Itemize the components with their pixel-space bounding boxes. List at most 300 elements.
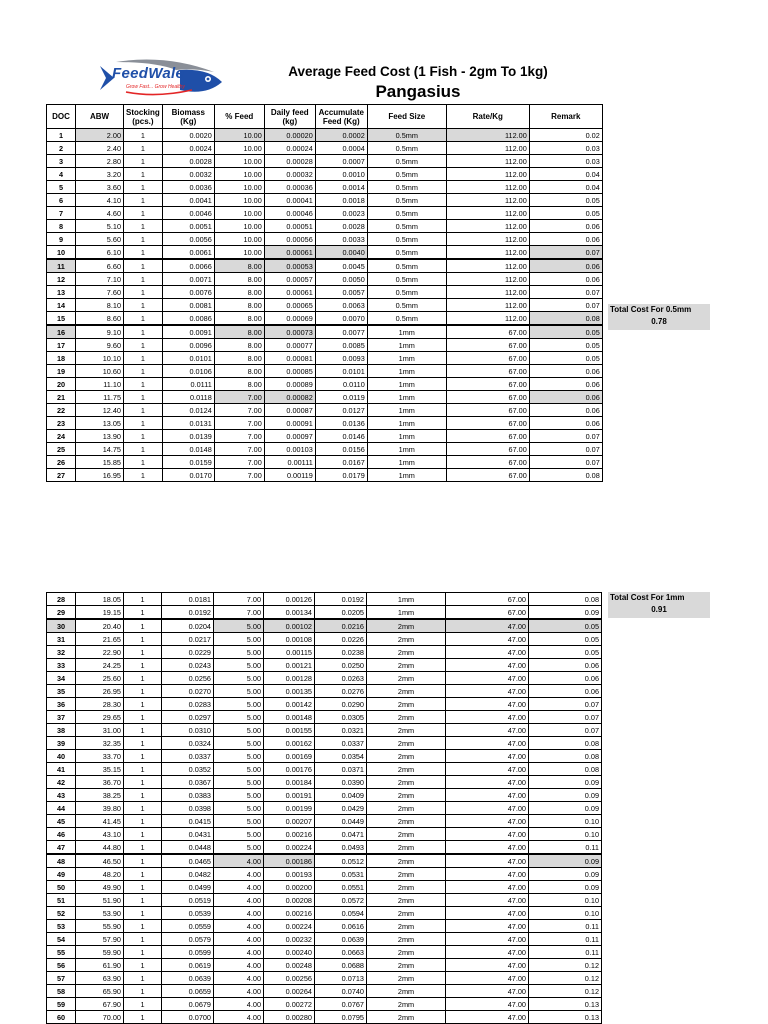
cell-abw: 7.60 bbox=[76, 286, 124, 299]
cell-feed-pct: 7.00 bbox=[214, 606, 264, 620]
page-subtitle: Pangasius bbox=[375, 82, 461, 101]
cell-stocking: 1 bbox=[124, 815, 162, 828]
cell-biomass: 0.0046 bbox=[162, 207, 214, 220]
cell-accumulate-feed: 0.0050 bbox=[315, 273, 367, 286]
table-row bbox=[47, 299, 603, 312]
cell-daily-feed: 0.00191 bbox=[264, 789, 315, 802]
cell-remark: 0.11 bbox=[529, 920, 602, 933]
feed-cost-table-2 bbox=[46, 592, 602, 1024]
cell-remark: 0.09 bbox=[529, 802, 602, 815]
cell-abw: 67.90 bbox=[76, 998, 124, 1011]
cell-daily-feed: 0.00264 bbox=[264, 985, 315, 998]
cell-abw: 4.10 bbox=[76, 194, 124, 207]
cell-abw: 39.80 bbox=[76, 802, 124, 815]
table-row bbox=[47, 168, 603, 181]
table-row bbox=[47, 841, 602, 855]
cell-daily-feed: 0.00073 bbox=[264, 325, 315, 339]
cell-rate: 47.00 bbox=[446, 763, 529, 776]
table-row bbox=[47, 907, 602, 920]
cell-feed-size: 2mm bbox=[367, 933, 446, 946]
cell-abw: 2.00 bbox=[76, 129, 124, 142]
cell-feed-pct: 4.00 bbox=[214, 894, 264, 907]
cell-abw: 57.90 bbox=[76, 933, 124, 946]
table-row bbox=[47, 404, 603, 417]
cell-abw: 19.15 bbox=[76, 606, 124, 620]
cell-daily-feed: 0.00036 bbox=[264, 181, 315, 194]
cell-feed-size: 1mm bbox=[367, 339, 446, 352]
cell-stocking: 1 bbox=[124, 841, 162, 855]
cell-rate: 47.00 bbox=[446, 881, 529, 894]
cell-stocking: 1 bbox=[124, 299, 163, 312]
cell-abw: 6.10 bbox=[76, 246, 124, 260]
cell-feed-size: 1mm bbox=[367, 352, 446, 365]
cell-accumulate-feed: 0.0226 bbox=[315, 633, 367, 646]
cell-doc: 2 bbox=[47, 142, 76, 155]
cell-feed-size: 2mm bbox=[367, 685, 446, 698]
cell-feed-size: 1mm bbox=[367, 365, 446, 378]
cell-biomass: 0.0297 bbox=[162, 711, 214, 724]
cell-abw: 4.60 bbox=[76, 207, 124, 220]
cell-stocking: 1 bbox=[124, 933, 162, 946]
cell-accumulate-feed: 0.0057 bbox=[315, 286, 367, 299]
table-row bbox=[47, 417, 603, 430]
cell-stocking: 1 bbox=[124, 181, 163, 194]
table-row bbox=[47, 646, 602, 659]
cell-feed-pct: 4.00 bbox=[214, 985, 264, 998]
col-header-rate: Rate/Kg bbox=[446, 105, 529, 129]
cell-feed-size: 2mm bbox=[367, 946, 446, 959]
cell-daily-feed: 0.00280 bbox=[264, 1011, 315, 1024]
cell-feed-size: 1mm bbox=[367, 391, 446, 404]
cell-abw: 51.90 bbox=[76, 894, 124, 907]
cell-rate: 112.00 bbox=[446, 299, 529, 312]
cell-remark: 0.05 bbox=[529, 207, 602, 220]
cell-feed-pct: 7.00 bbox=[214, 391, 264, 404]
cell-daily-feed: 0.00065 bbox=[264, 299, 315, 312]
cell-feed-size: 0.5mm bbox=[367, 246, 446, 260]
cell-daily-feed: 0.00148 bbox=[264, 711, 315, 724]
cell-stocking: 1 bbox=[124, 998, 162, 1011]
cell-accumulate-feed: 0.0028 bbox=[315, 220, 367, 233]
cell-doc: 4 bbox=[47, 168, 76, 181]
cell-daily-feed: 0.00103 bbox=[264, 443, 315, 456]
cell-stocking: 1 bbox=[124, 207, 163, 220]
cell-biomass: 0.0071 bbox=[162, 273, 214, 286]
cell-doc: 18 bbox=[47, 352, 76, 365]
cell-rate: 112.00 bbox=[446, 207, 529, 220]
cell-accumulate-feed: 0.0795 bbox=[315, 1011, 367, 1024]
cell-accumulate-feed: 0.0409 bbox=[315, 789, 367, 802]
cell-doc: 26 bbox=[47, 456, 76, 469]
cell-accumulate-feed: 0.0156 bbox=[315, 443, 367, 456]
cell-remark: 0.02 bbox=[529, 129, 602, 142]
total-cost-1mm-label: Total Cost For 1mm bbox=[610, 593, 685, 602]
cell-feed-size: 0.5mm bbox=[367, 181, 446, 194]
cell-stocking: 1 bbox=[124, 273, 163, 286]
table-row bbox=[47, 233, 603, 246]
brand-logo bbox=[96, 56, 226, 100]
cell-stocking: 1 bbox=[124, 659, 162, 672]
table-row bbox=[47, 430, 603, 443]
cell-biomass: 0.0181 bbox=[162, 593, 214, 606]
cell-abw: 2.80 bbox=[76, 155, 124, 168]
cell-doc: 5 bbox=[47, 181, 76, 194]
cell-biomass: 0.0700 bbox=[162, 1011, 214, 1024]
cell-remark: 0.10 bbox=[529, 828, 602, 841]
cell-remark: 0.03 bbox=[529, 142, 602, 155]
cell-feed-size: 2mm bbox=[367, 763, 446, 776]
cell-biomass: 0.0310 bbox=[162, 724, 214, 737]
cell-rate: 47.00 bbox=[446, 724, 529, 737]
cell-doc: 25 bbox=[47, 443, 76, 456]
cell-daily-feed: 0.00224 bbox=[264, 920, 315, 933]
table-row bbox=[47, 815, 602, 828]
cell-rate: 47.00 bbox=[446, 750, 529, 763]
cell-stocking: 1 bbox=[124, 828, 162, 841]
cell-abw: 8.10 bbox=[76, 299, 124, 312]
cell-stocking: 1 bbox=[124, 737, 162, 750]
cell-abw: 43.10 bbox=[76, 828, 124, 841]
cell-abw: 35.15 bbox=[76, 763, 124, 776]
cell-remark: 0.08 bbox=[529, 763, 602, 776]
cell-feed-size: 0.5mm bbox=[367, 142, 446, 155]
cell-biomass: 0.0091 bbox=[162, 325, 214, 339]
cell-remark: 0.10 bbox=[529, 907, 602, 920]
cell-remark: 0.05 bbox=[529, 325, 602, 339]
cell-feed-size: 1mm bbox=[367, 606, 446, 620]
cell-abw: 12.40 bbox=[76, 404, 124, 417]
cell-abw: 3.60 bbox=[76, 181, 124, 194]
cell-stocking: 1 bbox=[124, 894, 162, 907]
cell-remark: 0.07 bbox=[529, 430, 602, 443]
cell-stocking: 1 bbox=[124, 763, 162, 776]
cell-stocking: 1 bbox=[124, 972, 162, 985]
cell-feed-size: 2mm bbox=[367, 802, 446, 815]
cell-rate: 67.00 bbox=[446, 469, 529, 482]
table-row bbox=[47, 711, 602, 724]
cell-remark: 0.04 bbox=[529, 181, 602, 194]
cell-remark: 0.05 bbox=[529, 633, 602, 646]
cell-feed-size: 0.5mm bbox=[367, 286, 446, 299]
cell-abw: 3.20 bbox=[76, 168, 124, 181]
table-row bbox=[47, 763, 602, 776]
cell-feed-pct: 4.00 bbox=[214, 946, 264, 959]
cell-feed-pct: 10.00 bbox=[214, 142, 264, 155]
cell-biomass: 0.0619 bbox=[162, 959, 214, 972]
table-row bbox=[47, 959, 602, 972]
cell-remark: 0.08 bbox=[529, 593, 602, 606]
cell-feed-size: 2mm bbox=[367, 672, 446, 685]
cell-daily-feed: 0.00081 bbox=[264, 352, 315, 365]
cell-doc: 60 bbox=[47, 1011, 76, 1024]
cell-biomass: 0.0465 bbox=[162, 854, 214, 868]
brand-tagline: Grow Fast... Grow Healthy bbox=[126, 84, 185, 90]
cell-feed-pct: 4.00 bbox=[214, 881, 264, 894]
cell-abw: 16.95 bbox=[76, 469, 124, 482]
cell-rate: 47.00 bbox=[446, 894, 529, 907]
cell-biomass: 0.0036 bbox=[162, 181, 214, 194]
cell-remark: 0.06 bbox=[529, 273, 602, 286]
cell-doc: 57 bbox=[47, 972, 76, 985]
cell-feed-pct: 8.00 bbox=[214, 325, 264, 339]
cell-doc: 43 bbox=[47, 789, 76, 802]
cell-biomass: 0.0096 bbox=[162, 339, 214, 352]
cell-stocking: 1 bbox=[124, 430, 163, 443]
cell-biomass: 0.0131 bbox=[162, 417, 214, 430]
cell-feed-pct: 4.00 bbox=[214, 998, 264, 1011]
cell-abw: 2.40 bbox=[76, 142, 124, 155]
cell-feed-pct: 4.00 bbox=[214, 854, 264, 868]
cell-rate: 47.00 bbox=[446, 998, 529, 1011]
cell-daily-feed: 0.00224 bbox=[264, 841, 315, 855]
cell-remark: 0.07 bbox=[529, 698, 602, 711]
cell-accumulate-feed: 0.0063 bbox=[315, 299, 367, 312]
cell-abw: 31.00 bbox=[76, 724, 124, 737]
cell-doc: 21 bbox=[47, 391, 76, 404]
table-row bbox=[47, 685, 602, 698]
cell-daily-feed: 0.00108 bbox=[264, 633, 315, 646]
cell-accumulate-feed: 0.0371 bbox=[315, 763, 367, 776]
cell-abw: 20.40 bbox=[76, 619, 124, 633]
cell-remark: 0.12 bbox=[529, 972, 602, 985]
cell-remark: 0.08 bbox=[529, 750, 602, 763]
cell-biomass: 0.0519 bbox=[162, 894, 214, 907]
cell-feed-pct: 10.00 bbox=[214, 220, 264, 233]
table-row bbox=[47, 619, 602, 633]
cell-rate: 47.00 bbox=[446, 868, 529, 881]
cell-feed-pct: 5.00 bbox=[214, 724, 264, 737]
cell-stocking: 1 bbox=[124, 633, 162, 646]
cell-abw: 44.80 bbox=[76, 841, 124, 855]
cell-feed-pct: 5.00 bbox=[214, 619, 264, 633]
table-row bbox=[47, 802, 602, 815]
cell-stocking: 1 bbox=[124, 946, 162, 959]
cell-biomass: 0.0217 bbox=[162, 633, 214, 646]
cell-biomass: 0.0101 bbox=[162, 352, 214, 365]
cell-rate: 67.00 bbox=[446, 593, 529, 606]
cell-remark: 0.07 bbox=[529, 286, 602, 299]
cell-feed-size: 0.5mm bbox=[367, 168, 446, 181]
cell-biomass: 0.0243 bbox=[162, 659, 214, 672]
cell-stocking: 1 bbox=[124, 469, 163, 482]
cell-accumulate-feed: 0.0449 bbox=[315, 815, 367, 828]
cell-abw: 63.90 bbox=[76, 972, 124, 985]
cell-rate: 47.00 bbox=[446, 698, 529, 711]
cell-stocking: 1 bbox=[124, 802, 162, 815]
cell-accumulate-feed: 0.0093 bbox=[315, 352, 367, 365]
cell-rate: 47.00 bbox=[446, 659, 529, 672]
cell-daily-feed: 0.00069 bbox=[264, 312, 315, 326]
cell-abw: 61.90 bbox=[76, 959, 124, 972]
cell-daily-feed: 0.00024 bbox=[264, 142, 315, 155]
table-row bbox=[47, 1011, 602, 1024]
cell-feed-pct: 7.00 bbox=[214, 593, 264, 606]
cell-doc: 13 bbox=[47, 286, 76, 299]
table-row bbox=[47, 998, 602, 1011]
cell-daily-feed: 0.00082 bbox=[264, 391, 315, 404]
total-cost-05mm-value: 0.78 bbox=[651, 317, 667, 326]
cell-feed-pct: 5.00 bbox=[214, 789, 264, 802]
cell-daily-feed: 0.00028 bbox=[264, 155, 315, 168]
total-cost-1mm-value: 0.91 bbox=[651, 605, 667, 614]
cell-remark: 0.03 bbox=[529, 155, 602, 168]
table-row bbox=[47, 339, 603, 352]
cell-doc: 49 bbox=[47, 868, 76, 881]
cell-doc: 36 bbox=[47, 698, 76, 711]
cell-remark: 0.06 bbox=[529, 259, 602, 273]
cell-biomass: 0.0398 bbox=[162, 802, 214, 815]
cell-daily-feed: 0.00134 bbox=[264, 606, 315, 620]
cell-rate: 112.00 bbox=[446, 168, 529, 181]
cell-feed-pct: 5.00 bbox=[214, 633, 264, 646]
cell-daily-feed: 0.00186 bbox=[264, 854, 315, 868]
table-row bbox=[47, 828, 602, 841]
cell-feed-pct: 7.00 bbox=[214, 404, 264, 417]
cell-abw: 28.30 bbox=[76, 698, 124, 711]
table-row bbox=[47, 972, 602, 985]
cell-doc: 15 bbox=[47, 312, 76, 326]
cell-daily-feed: 0.00032 bbox=[264, 168, 315, 181]
cell-rate: 67.00 bbox=[446, 430, 529, 443]
cell-daily-feed: 0.00248 bbox=[264, 959, 315, 972]
cell-abw: 33.70 bbox=[76, 750, 124, 763]
cell-stocking: 1 bbox=[124, 456, 163, 469]
cell-remark: 0.12 bbox=[529, 959, 602, 972]
cell-stocking: 1 bbox=[124, 959, 162, 972]
cell-biomass: 0.0337 bbox=[162, 750, 214, 763]
cell-daily-feed: 0.00135 bbox=[264, 685, 315, 698]
cell-feed-size: 2mm bbox=[367, 972, 446, 985]
cell-feed-pct: 5.00 bbox=[214, 828, 264, 841]
cell-feed-size: 2mm bbox=[367, 1011, 446, 1024]
cell-doc: 22 bbox=[47, 404, 76, 417]
cell-stocking: 1 bbox=[124, 868, 162, 881]
cell-rate: 67.00 bbox=[446, 378, 529, 391]
cell-remark: 0.08 bbox=[529, 469, 602, 482]
cell-rate: 47.00 bbox=[446, 633, 529, 646]
cell-abw: 22.90 bbox=[76, 646, 124, 659]
cell-abw: 29.65 bbox=[76, 711, 124, 724]
cell-remark: 0.06 bbox=[529, 378, 602, 391]
cell-abw: 7.10 bbox=[76, 273, 124, 286]
cell-rate: 112.00 bbox=[446, 129, 529, 142]
cell-feed-pct: 5.00 bbox=[214, 750, 264, 763]
cell-doc: 44 bbox=[47, 802, 76, 815]
cell-daily-feed: 0.00115 bbox=[264, 646, 315, 659]
cell-rate: 67.00 bbox=[446, 606, 529, 620]
cell-abw: 46.50 bbox=[76, 854, 124, 868]
table-row bbox=[47, 672, 602, 685]
cell-biomass: 0.0020 bbox=[162, 129, 214, 142]
table-row bbox=[47, 946, 602, 959]
cell-feed-pct: 4.00 bbox=[214, 972, 264, 985]
table-row bbox=[47, 633, 602, 646]
cell-abw: 18.05 bbox=[76, 593, 124, 606]
cell-doc: 53 bbox=[47, 920, 76, 933]
cell-biomass: 0.0066 bbox=[162, 259, 214, 273]
table-row bbox=[47, 155, 603, 168]
cell-doc: 52 bbox=[47, 907, 76, 920]
table-row bbox=[47, 246, 603, 260]
cell-remark: 0.06 bbox=[529, 417, 602, 430]
cell-doc: 12 bbox=[47, 273, 76, 286]
cell-feed-size: 1mm bbox=[367, 443, 446, 456]
cell-remark: 0.05 bbox=[529, 646, 602, 659]
cell-abw: 15.85 bbox=[76, 456, 124, 469]
cell-remark: 0.07 bbox=[529, 724, 602, 737]
cell-accumulate-feed: 0.0290 bbox=[315, 698, 367, 711]
cell-accumulate-feed: 0.0238 bbox=[315, 646, 367, 659]
cell-remark: 0.07 bbox=[529, 456, 602, 469]
cell-rate: 47.00 bbox=[446, 959, 529, 972]
cell-accumulate-feed: 0.0010 bbox=[315, 168, 367, 181]
cell-feed-size: 1mm bbox=[367, 456, 446, 469]
table-row bbox=[47, 194, 603, 207]
cell-feed-size: 2mm bbox=[367, 985, 446, 998]
cell-daily-feed: 0.00155 bbox=[264, 724, 315, 737]
cell-accumulate-feed: 0.0045 bbox=[315, 259, 367, 273]
table-row bbox=[47, 737, 602, 750]
cell-remark: 0.11 bbox=[529, 933, 602, 946]
cell-feed-pct: 4.00 bbox=[214, 907, 264, 920]
cell-accumulate-feed: 0.0002 bbox=[315, 129, 367, 142]
cell-remark: 0.07 bbox=[529, 299, 602, 312]
cell-stocking: 1 bbox=[124, 233, 163, 246]
cell-feed-pct: 8.00 bbox=[214, 365, 264, 378]
table-row bbox=[47, 456, 603, 469]
cell-accumulate-feed: 0.0007 bbox=[315, 155, 367, 168]
cell-remark: 0.06 bbox=[529, 391, 602, 404]
cell-feed-pct: 8.00 bbox=[214, 286, 264, 299]
cell-abw: 41.45 bbox=[76, 815, 124, 828]
col-header-doc: DOC bbox=[47, 105, 76, 129]
table-row bbox=[47, 606, 602, 620]
cell-feed-pct: 10.00 bbox=[214, 207, 264, 220]
cell-rate: 112.00 bbox=[446, 259, 529, 273]
cell-feed-size: 1mm bbox=[367, 417, 446, 430]
cell-doc: 1 bbox=[47, 129, 76, 142]
cell-stocking: 1 bbox=[124, 985, 162, 998]
cell-doc: 39 bbox=[47, 737, 76, 750]
cell-biomass: 0.0148 bbox=[162, 443, 214, 456]
cell-feed-pct: 4.00 bbox=[214, 933, 264, 946]
table-row bbox=[47, 469, 603, 482]
cell-remark: 0.07 bbox=[529, 711, 602, 724]
cell-doc: 14 bbox=[47, 299, 76, 312]
cell-doc: 17 bbox=[47, 339, 76, 352]
cell-feed-size: 0.5mm bbox=[367, 220, 446, 233]
cell-stocking: 1 bbox=[124, 724, 162, 737]
cell-feed-pct: 4.00 bbox=[214, 920, 264, 933]
cell-stocking: 1 bbox=[124, 920, 162, 933]
cell-rate: 47.00 bbox=[446, 933, 529, 946]
cell-remark: 0.05 bbox=[529, 352, 602, 365]
cell-feed-size: 2mm bbox=[367, 737, 446, 750]
cell-daily-feed: 0.00051 bbox=[264, 220, 315, 233]
cell-remark: 0.06 bbox=[529, 685, 602, 698]
cell-doc: 35 bbox=[47, 685, 76, 698]
cell-accumulate-feed: 0.0493 bbox=[315, 841, 367, 855]
cell-abw: 53.90 bbox=[76, 907, 124, 920]
cell-rate: 47.00 bbox=[446, 789, 529, 802]
cell-doc: 8 bbox=[47, 220, 76, 233]
cell-daily-feed: 0.00142 bbox=[264, 698, 315, 711]
cell-feed-size: 2mm bbox=[367, 854, 446, 868]
cell-abw: 8.60 bbox=[76, 312, 124, 326]
cell-remark: 0.08 bbox=[529, 737, 602, 750]
cell-biomass: 0.0159 bbox=[162, 456, 214, 469]
cell-remark: 0.05 bbox=[529, 339, 602, 352]
